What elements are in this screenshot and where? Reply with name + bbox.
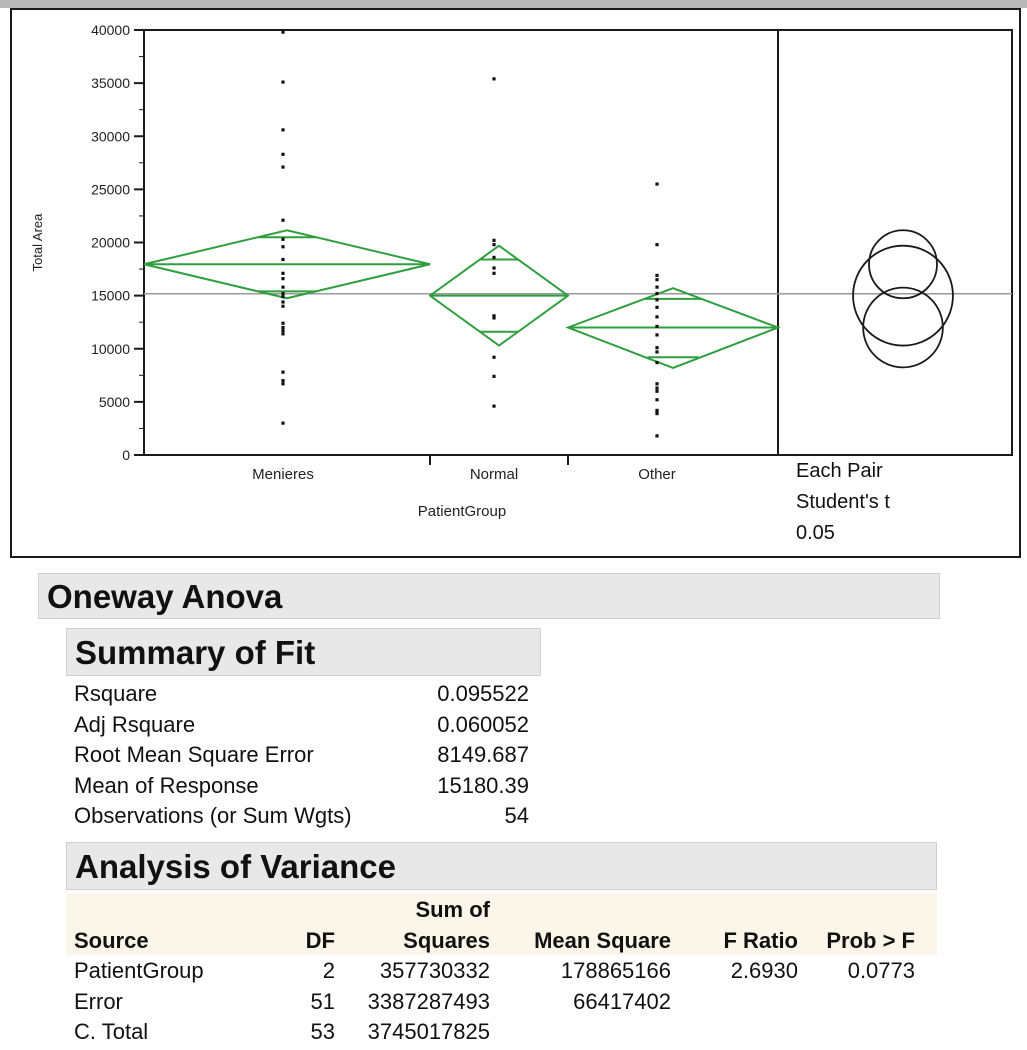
stat-label: Rsquare (74, 681, 158, 706)
data-point (655, 306, 658, 309)
data-point (281, 272, 284, 275)
data-point (655, 412, 658, 415)
data-point (281, 326, 284, 329)
col-header-prob-f: Prob > F (826, 927, 915, 953)
anova-header-row (74, 926, 915, 957)
cell-f (671, 987, 798, 1018)
data-point (281, 245, 284, 248)
data-point (281, 329, 284, 332)
cell-df: 51 (310, 988, 335, 1014)
data-point (281, 382, 284, 385)
cell-df: 2 (322, 958, 335, 983)
data-point (281, 219, 284, 222)
data-point (281, 422, 284, 425)
col-header-sum-of: Sum of (415, 897, 490, 922)
table-row (74, 771, 529, 802)
y-tick-label: 40000 (91, 22, 130, 38)
data-point (281, 371, 284, 374)
data-point (655, 182, 658, 185)
stat-value: 0.095522 (437, 681, 529, 706)
data-point (655, 292, 658, 295)
data-point (655, 315, 658, 318)
comparison-circle (863, 288, 943, 368)
cell-ms: 66417402 (573, 988, 671, 1014)
data-point (492, 405, 495, 408)
data-point (281, 80, 284, 83)
stat-label: Root Mean Square Error (74, 742, 314, 767)
data-point (281, 322, 284, 325)
x-tick-label: Other (638, 466, 676, 483)
y-tick-label: 30000 (91, 128, 130, 145)
oneway-chart (10, 8, 1021, 558)
y-axis-label: Total Area (30, 213, 45, 272)
data-point (492, 243, 495, 246)
col-header-squares: Squares (403, 927, 490, 953)
data-point (492, 266, 495, 269)
data-point (492, 316, 495, 319)
data-point (281, 153, 284, 156)
summary-of-fit-header[interactable]: Summary of Fit (66, 628, 541, 676)
data-point (655, 274, 658, 277)
col-header-df: DF (305, 927, 335, 953)
table-row (74, 801, 529, 832)
cell-source: Error (74, 988, 123, 1014)
cell-source: PatientGroup (74, 958, 204, 983)
data-point (655, 361, 658, 364)
anova-header-row-top (74, 895, 915, 926)
data-point (281, 258, 284, 261)
oneway-anova-header[interactable]: Oneway Anova (38, 573, 940, 619)
report-header-strip (0, 0, 1027, 8)
data-point (492, 256, 495, 259)
comparison-label: Student's t (796, 491, 890, 513)
table-row (74, 740, 529, 771)
analysis-of-variance-header[interactable]: Analysis of Variance (66, 842, 937, 890)
data-point (281, 295, 284, 298)
stat-value: 8149.687 (437, 742, 529, 767)
data-point (655, 333, 658, 336)
cell-ss: 3745017825 (367, 1019, 490, 1044)
data-point (492, 375, 495, 378)
data-point (492, 356, 495, 359)
x-tick-label: Menieres (252, 466, 314, 483)
cell-f (671, 1017, 798, 1048)
data-point (281, 128, 284, 131)
data-point (281, 305, 284, 308)
y-tick-label: 35000 (91, 75, 130, 92)
data-point (655, 386, 658, 389)
cell-ms: 178865166 (560, 958, 671, 983)
cell-p (798, 987, 915, 1018)
cell-ss: 3387287493 (367, 988, 490, 1014)
stat-value: 0.060052 (437, 711, 529, 737)
data-point (281, 379, 284, 382)
data-point (655, 346, 658, 349)
col-header-source: Source (74, 927, 149, 953)
y-tick-label: 0 (122, 447, 130, 463)
data-point (655, 350, 658, 353)
data-point (655, 298, 658, 301)
data-point (655, 243, 658, 246)
stat-label: Adj Rsquare (74, 711, 196, 737)
table-row (74, 1017, 915, 1048)
cell-ms (490, 1017, 671, 1048)
comparison-circle (853, 246, 953, 346)
cell-p: 0.0773 (847, 958, 915, 983)
data-point (281, 286, 284, 289)
x-tick-label: Normal (469, 466, 519, 483)
data-point (655, 325, 658, 328)
data-point (281, 300, 284, 303)
data-point (655, 398, 658, 401)
stat-value: 15180.39 (437, 772, 529, 798)
cell-ss: 357730332 (379, 958, 490, 983)
stat-label: Mean of Response (74, 772, 259, 798)
summary-of-fit-table (74, 679, 529, 832)
y-tick-label: 10000 (91, 340, 130, 357)
y-tick-label: 20000 (91, 234, 130, 251)
data-point (281, 31, 284, 34)
table-row (74, 710, 529, 741)
x-axis-label: PatientGroup (417, 503, 507, 520)
data-point (492, 77, 495, 80)
col-header-f-ratio: F Ratio (723, 927, 798, 953)
data-point (281, 238, 284, 241)
data-point (655, 390, 658, 393)
comparison-label: 0.05 (796, 522, 835, 544)
stat-value: 54 (504, 803, 529, 828)
data-point (281, 165, 284, 168)
data-point (281, 292, 284, 295)
comparison-panel-frame (778, 30, 1012, 455)
stat-label: Observations (or Sum Wgts) (74, 803, 352, 828)
chart-canvas (12, 10, 1019, 556)
data-point (492, 272, 495, 275)
data-point (281, 332, 284, 335)
y-tick-label: 25000 (91, 181, 130, 198)
anova-table (74, 895, 915, 1048)
data-point (281, 277, 284, 280)
table-row (74, 679, 529, 710)
cell-source: C. Total (74, 1019, 149, 1044)
data-point (655, 382, 658, 385)
comparison-label: Each Pair (796, 460, 883, 482)
data-point (655, 286, 658, 289)
table-row (74, 987, 915, 1018)
cell-p (798, 1017, 915, 1048)
col-header-mean-square: Mean Square (534, 927, 671, 953)
table-row (74, 956, 915, 987)
data-point (492, 239, 495, 242)
data-point (655, 278, 658, 281)
cell-f: 2.6930 (730, 958, 798, 983)
data-point (655, 434, 658, 437)
y-tick-label: 5000 (98, 393, 130, 410)
y-tick-label: 15000 (91, 287, 130, 304)
cell-df: 53 (310, 1019, 335, 1044)
